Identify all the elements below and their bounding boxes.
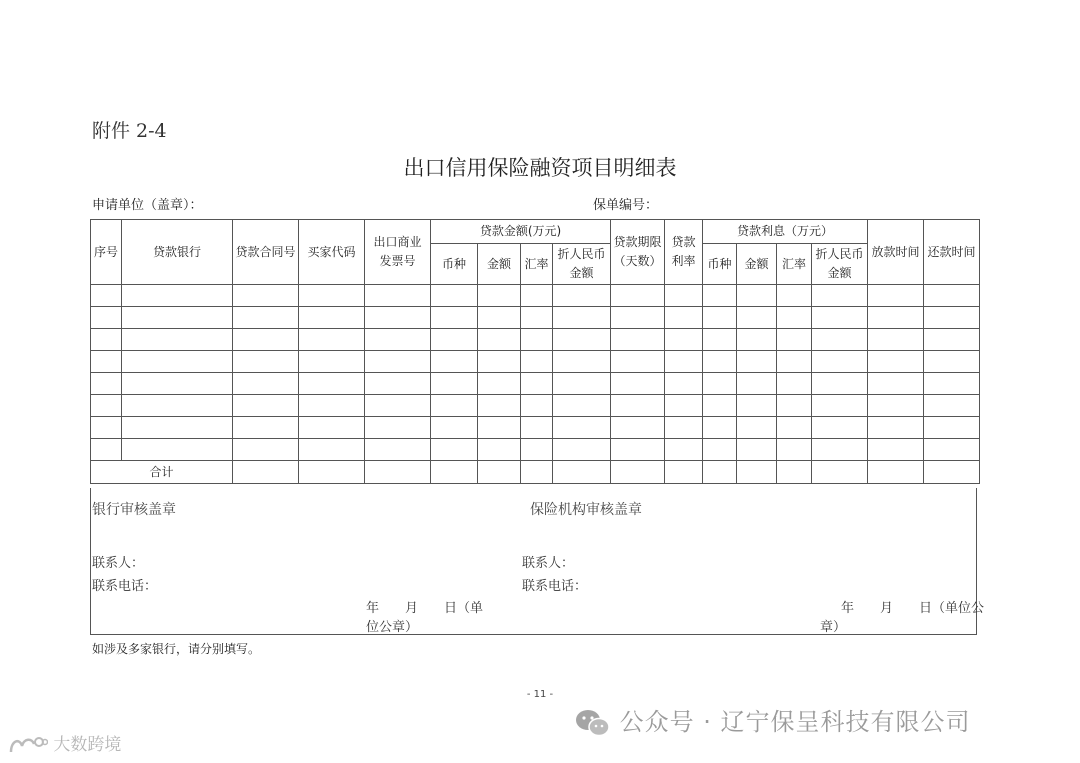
group-header-interest: 贷款利息（万元）	[703, 220, 868, 244]
invoice-line2: 发票号	[379, 254, 416, 268]
interest-rmb-line2: 金额	[827, 266, 852, 280]
wechat-icon	[575, 708, 611, 738]
invoice-line1: 出口商业	[373, 235, 422, 249]
bank-phone-label: 联系电话：	[92, 579, 158, 594]
insurer-phone-label: 联系电话：	[522, 579, 588, 594]
col-header-contract: 贷款合同号	[233, 220, 299, 285]
col-header-interest-rate: 汇率	[777, 244, 812, 285]
rmb-line2: 金额	[569, 266, 594, 280]
footnote: 如涉及多家银行，请分别填写。	[92, 642, 261, 656]
table-row	[91, 285, 980, 307]
col-header-loan-rate	[665, 220, 703, 285]
bank-review-label: 银行审核盖章	[92, 502, 176, 518]
bank-date-line2: 位公章）	[366, 620, 419, 635]
table-row	[91, 439, 980, 461]
insurer-date-line1: 年 月 日（单位公	[841, 601, 985, 616]
bank-contact-label: 联系人：	[92, 556, 145, 571]
insurer-date-line2: 章）	[820, 620, 847, 635]
page-number: - 11 -	[526, 689, 554, 700]
col-header-term	[611, 220, 665, 285]
watermark-wechat	[575, 702, 971, 738]
attachment-label: 附件 2-4	[92, 120, 167, 142]
policy-number-label: 保单编号：	[593, 198, 659, 213]
interest-rmb-line1: 折人民币	[815, 247, 864, 261]
table-row	[91, 329, 980, 351]
col-header-interest-currency: 币种	[703, 244, 737, 285]
col-header-rate: 汇率	[521, 244, 553, 285]
table-row	[91, 395, 980, 417]
col-header-amount: 金额	[478, 244, 521, 285]
bank-date-line1: 年 月 日（单	[366, 601, 484, 616]
watermark-brand	[8, 730, 121, 756]
total-row	[91, 461, 980, 484]
col-header-interest-rmb	[812, 244, 868, 285]
detail-table	[90, 219, 980, 484]
col-header-bank: 贷款银行	[122, 220, 233, 285]
header-row-1	[91, 220, 980, 244]
col-header-interest-amount: 金额	[737, 244, 777, 285]
watermark-text-right: 公众号 · 辽宁保呈科技有限公司	[619, 708, 971, 736]
col-header-buyer: 买家代码	[299, 220, 365, 285]
logo-icon	[8, 734, 48, 756]
insurer-contact-label: 联系人：	[522, 556, 575, 571]
col-header-invoice	[365, 220, 431, 285]
col-header-currency: 币种	[431, 244, 478, 285]
col-header-no: 序号	[91, 220, 122, 285]
rmb-line1: 折人民币	[557, 247, 606, 261]
col-header-repay: 还款时间	[924, 220, 980, 285]
table-row	[91, 307, 980, 329]
loan-rate-line2: 利率	[671, 254, 696, 268]
term-line1: 贷款期限	[613, 235, 662, 249]
insurer-review-label: 保险机构审核盖章	[530, 502, 642, 518]
col-header-rmb	[553, 244, 611, 285]
applicant-label: 申请单位（盖章）：	[92, 198, 203, 213]
term-line2: （天数）	[613, 254, 662, 268]
table-row	[91, 417, 980, 439]
loan-rate-line1: 贷款	[671, 235, 696, 249]
table-row	[91, 351, 980, 373]
group-header-amount: 贷款金额(万元)	[431, 220, 611, 244]
col-header-release: 放款时间	[868, 220, 924, 285]
watermark-text-left: 大数跨境	[53, 735, 122, 755]
document-title: 出口信用保险融资项目明细表	[403, 156, 677, 180]
table-row	[91, 373, 980, 395]
total-label: 合计	[91, 461, 233, 484]
